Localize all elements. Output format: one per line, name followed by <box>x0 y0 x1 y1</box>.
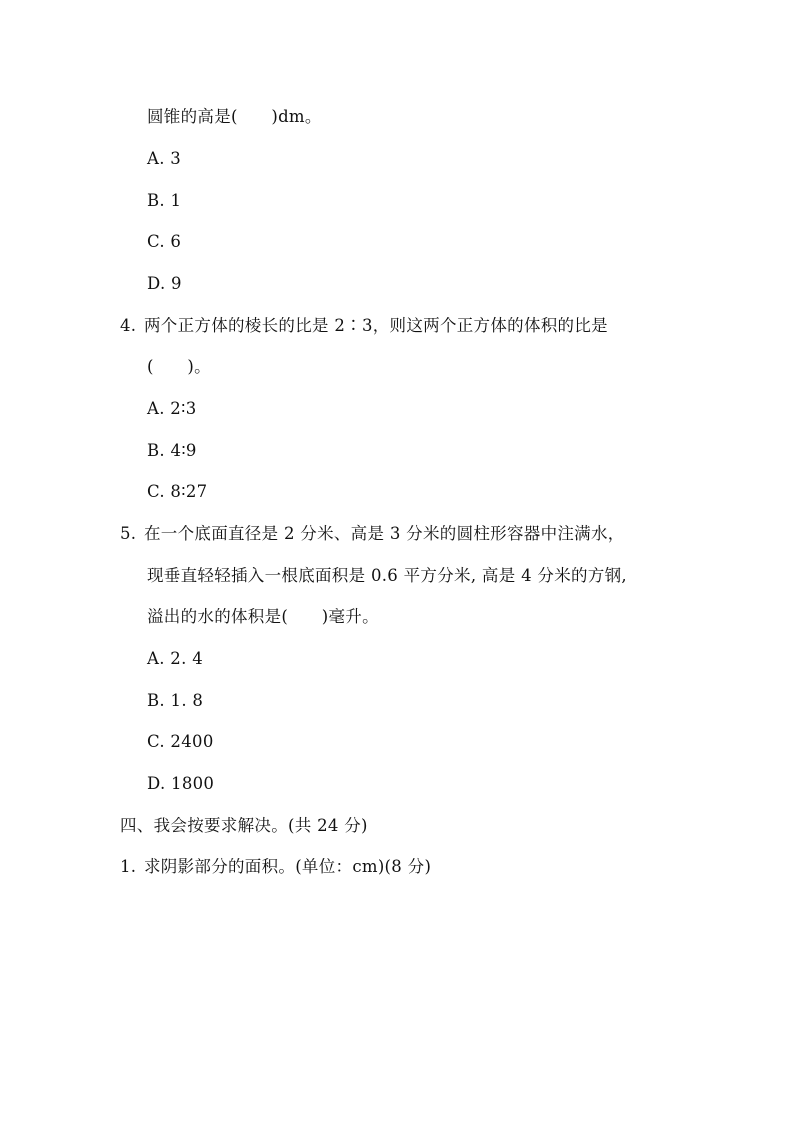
q5-stem-line-1 <box>120 523 625 545</box>
q5-stem-line-2: 现垂直轻轻插入一根底面积是 0.6 平方分米, 高是 4 分米的方钢, <box>147 566 627 585</box>
q4-option-b: B. 4∶9 <box>147 441 197 460</box>
q5-option-c: C. 2400 <box>147 732 214 751</box>
q4-option-a: A. 2∶3 <box>147 399 197 418</box>
q5-stem-line-3: 溢出的水的体积是( )毫升。 <box>147 607 379 626</box>
q5-stem-1: 在一个底面直径是 2 分米、高是 3 分米的圆柱形容器中注满水， <box>144 524 625 543</box>
q4-stem-line <box>120 315 608 337</box>
section4-q1-number: 1. <box>120 857 137 876</box>
q3-continuation: 圆锥的高是( )dm。 <box>147 107 322 126</box>
q3-option-b: B. 1 <box>147 191 182 210</box>
q5-number: 5. <box>120 524 137 543</box>
q4-stem-cont: ( )。 <box>147 357 211 376</box>
q3-option-d: D. 9 <box>147 274 182 293</box>
q4-stem: 两个正方体的棱长的比是 2∶3，则这两个正方体的体积的比是 <box>144 316 608 335</box>
q3-option-a: A. 3 <box>147 149 182 168</box>
q4-number: 4. <box>120 316 137 335</box>
section4-q1-line <box>120 856 431 878</box>
q5-option-a: A. 2. 4 <box>147 649 203 668</box>
section4-q1-text: 求阴影部分的面积。(单位：cm)(8 分) <box>144 857 432 876</box>
q3-option-c: C. 6 <box>147 232 182 251</box>
section4-heading: 四、我会按要求解决。(共 24 分) <box>120 816 368 835</box>
q5-option-d: D. 1800 <box>147 774 215 793</box>
q5-option-b: B. 1. 8 <box>147 691 204 710</box>
q4-option-c: C. 8∶27 <box>147 482 208 501</box>
